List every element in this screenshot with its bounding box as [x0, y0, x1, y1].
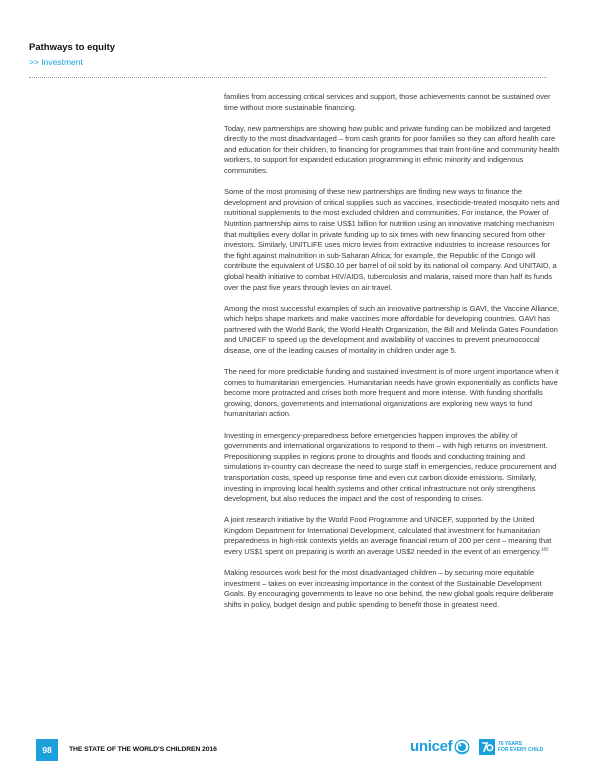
page-number-badge: 98: [36, 739, 58, 761]
running-header-section: >> Investment: [29, 57, 83, 67]
anniversary-logo: [479, 739, 543, 755]
paragraph-text: A joint research initiative by the World Food Programme and UNICEF, supported by the United Kingdom Department for International Development, calculated that investment for humanitarian preparedness in high-risk contexts yields an average financial return of 200 per cent – meaning that every US$1 spent on preparing is worth an average US$2 needed in the event of an emergency.: [224, 515, 552, 556]
anniversary-line1: 70 YEARS: [498, 741, 523, 747]
paragraph: Among the most successful examples of such an innovative partnership is GAVI, the Vaccine Alliance, which helps shape markets and make vaccines more affordable for developing countries. GAVI has partnered with the World Bank, the World Health Organization, the Bill and Melinda Gates Foundation and UNICEF to speed up the development and availability of vaccines to prevent pneumococcal disease, one of the leading causes of mortality in children under age 5.: [224, 303, 559, 355]
paragraph: The need for more predictable funding and sustained investment is of more urgent importance when it comes to humanitarian emergencies. Humanitarian needs have grown exponentially as conflicts have become more protracted and crises both more frequent and more intense. With funding shortfalls growing, donors, governments and international organizations are exploring new ways to fund humanitarian action.: [224, 367, 559, 419]
unicef-emblem-icon: [454, 739, 470, 755]
seventy-years-badge-icon: [479, 739, 495, 755]
unicef-wordmark: unicef: [410, 738, 453, 755]
footnote-reference[interactable]: 182: [541, 546, 549, 552]
article-body: [224, 92, 560, 621]
header-divider: [29, 77, 547, 78]
running-header-title: Pathways to equity: [29, 42, 116, 53]
paragraph-with-footnote: [224, 515, 560, 557]
anniversary-text: [498, 741, 543, 753]
publication-title: THE STATE OF THE WORLD’S CHILDREN 2016: [69, 746, 217, 753]
paragraph: Making resources work best for the most disadvantaged children – by securing more equitable investment – takes on ever increasing importance in the context of the Sustainable Development Goals. By encouraging governments to leave no one behind, the new global goals require deliberate shifts in policy, budget design and public spending to benefit those in greatest need.: [224, 568, 554, 609]
paragraph: Some of the most promising of these new partnerships are finding new ways to finance the development and provision of critical supplies such as vaccines, insecticide-treated mosquito nets and nutritional supplements to the most excluded children and communities. For instance, the Power of Nutrition partnership aims to raise US$1 billion for nutrition using an innovative matching mechanism that multiplies every dollar in private funding up to six times with new financing secured from other investors. Similarly, UNITLIFE uses micro levies from extractive industries to increase resources for the fight against malnutrition in sub-Saharan Africa; for example, the Republic of the Congo will contribute the equivalent of US$0.10 per barrel of oil sold by its national oil company. And UNITAID, a global health initiative to combat HIV/AIDS, tuberculosis and malaria, raised more than half its funds over the past five years through levies on air travel.: [224, 187, 560, 292]
unicef-logo: [410, 738, 470, 755]
anniversary-line2: FOR EVERY CHILD: [498, 747, 544, 753]
paragraph: Today, new partnerships are showing how public and private funding can be mobilized and targeted directly to the most disadvantaged – from cash grants for poor families so they can afford health care and education for their children, to financing for programmes that train front-line and community health workers, to support for expanded education programming in ethnic minority and indigenous communities.: [224, 123, 560, 176]
paragraph: Investing in emergency-preparedness before emergencies happen improves the ability of governments and international organizations to respond to them – with high returns on investment. Prepositioning supplies in regions prone to droughts and floods and conducting training and simulations in-country can decrease the need to surge staff in emergencies, reduce procurement and transportation costs, speed up response time and even cut carbon dioxide emissions. Similarly, investing in improving local health systems and other critical infrastructure not only strengthens development, but also reduces the impact and the cost of responding to crises.: [224, 430, 557, 504]
paragraph: families from accessing critical services and support, those achievements cannot be sustained over time without more sustainable financing.: [224, 92, 551, 112]
